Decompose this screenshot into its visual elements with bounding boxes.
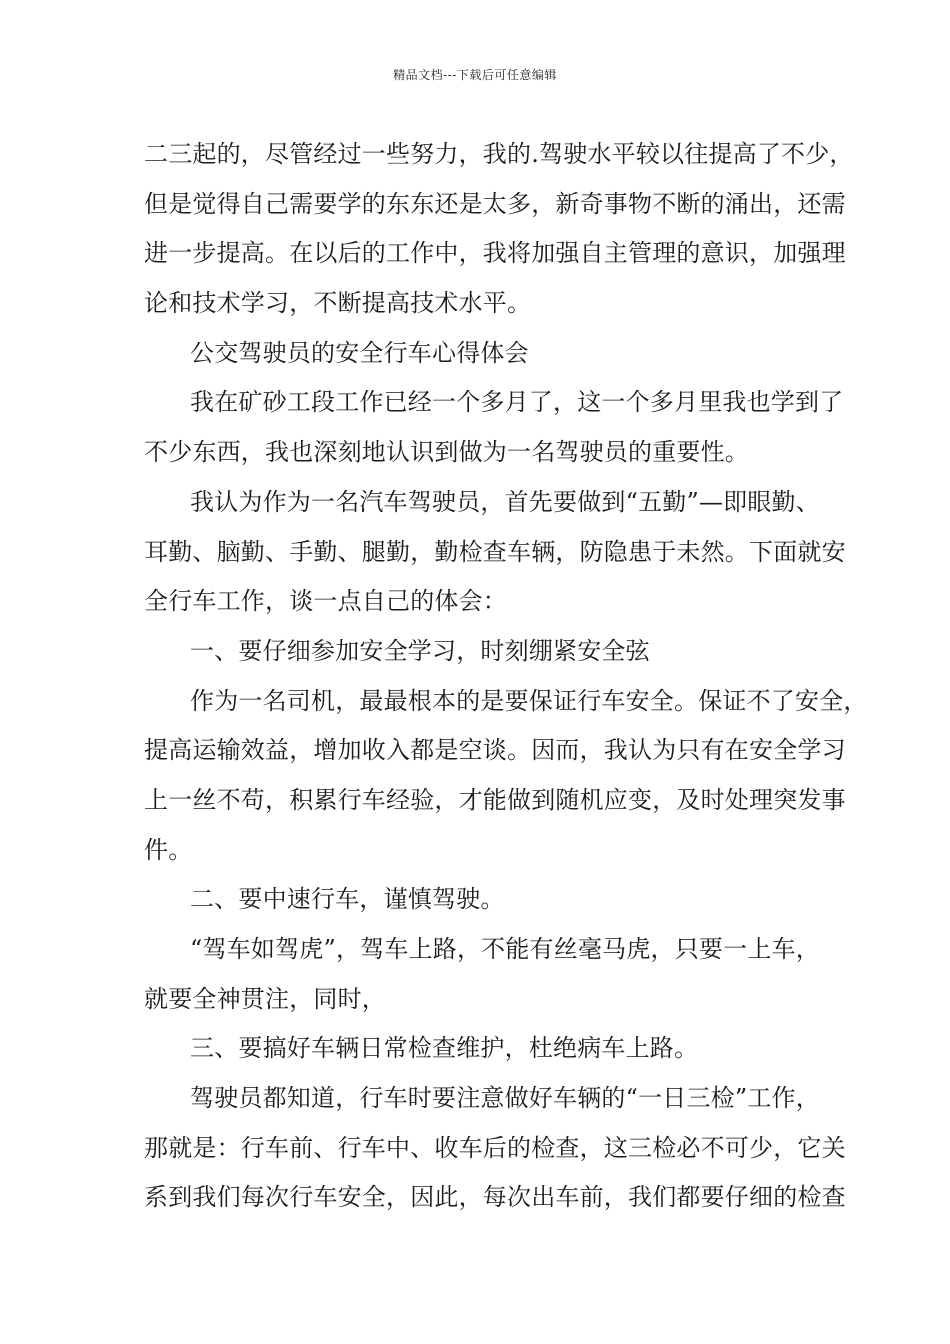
document-body: [144, 130, 868, 1223]
text-line: 就要全神贯注，同时，: [144, 984, 386, 1013]
text-line: “驾车如驾虎”，驾车上路，不能有丝毫马虎，只要一上车，: [190, 935, 820, 963]
text-line: 全行车工作，谈一点自己的体会：: [144, 587, 507, 616]
text-line: 那就是：行车前、行车中、收车后的检查，这三检必不可少，它关: [144, 1133, 846, 1162]
text-line: 我认为作为一名汽车驾驶员，首先要做到“五勤”—即眼勤、: [190, 487, 820, 516]
text-line: 系到我们每次行车安全，因此，每次出车前，我们都要仔细的检查: [144, 1183, 846, 1212]
text-line: 耳勤、脑勤、手勤、腿勤，勤检查车辆，防隐患于未然。下面就安: [144, 537, 846, 566]
text-line: 公交驾驶员的安全行车心得体会: [190, 338, 529, 367]
text-line: 件。: [144, 835, 193, 864]
page-header: 精品文档---下载后可任意编辑: [393, 68, 557, 82]
text-line: 一、要仔细参加安全学习，时刻绷紧安全弦: [190, 636, 650, 665]
text-line: 进一步提高。在以后的工作中，我将加强自主管理的意识，加强理: [144, 239, 846, 268]
text-line: 上一丝不苟，积累行车经验，才能做到随机应变，及时处理突发事: [144, 785, 846, 814]
text-line: 不少东西，我也深刻地认识到做为一名驾驶员的重要性。: [144, 438, 749, 467]
text-line: 二、要中速行车，谨慎驾驶。: [190, 885, 505, 914]
text-line: 二三起的，尽管经过一些努力，我的.驾驶水平较以往提高了不少，: [144, 140, 854, 168]
text-line: 驾驶员都知道，行车时要注意做好车辆的“一日三检”工作，: [190, 1084, 820, 1113]
text-line: 论和技术学习，不断提高技术水平。: [144, 289, 532, 318]
text-line: 提高运输效益，增加收入都是空谈。因而，我认为只有在安全学习: [144, 736, 846, 765]
text-line: 我在矿砂工段工作已经一个多月了，这一个多月里我也学到了: [190, 388, 844, 417]
text-line: 但是觉得自己需要学的东东还是太多，新奇事物不断的涌出，还需: [144, 189, 846, 218]
text-line: 三、要搞好车辆日常检查维护，杜绝病车上路。: [190, 1034, 699, 1063]
text-line: 作为一名司机，最最根本的是要保证行车安全。保证不了安全，: [190, 686, 868, 715]
